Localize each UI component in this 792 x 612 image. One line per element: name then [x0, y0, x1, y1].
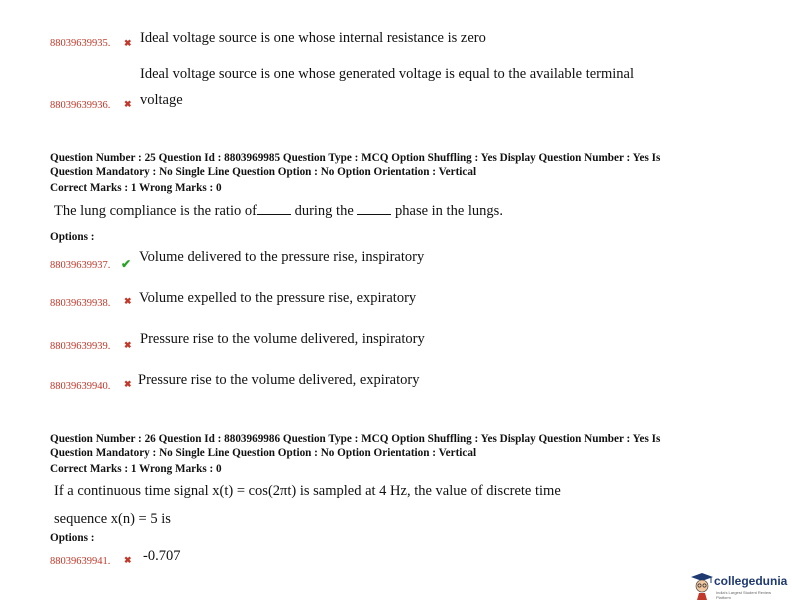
option-text: Ideal voltage source is one whose internal resistance is zero: [140, 30, 486, 46]
option-text: Volume delivered to the pressure rise, inspiratory: [139, 249, 425, 265]
question-meta: Question Mandatory : No Single Line Question Option : No Option Orientation : Vertical: [50, 447, 477, 459]
options-label: Options :: [50, 532, 95, 544]
cross-icon: ✖: [124, 555, 132, 565]
options-label: Options :: [50, 231, 95, 243]
collegedunia-logo: [690, 572, 786, 602]
option-id: 88039639941.: [50, 556, 111, 567]
question-text: [54, 203, 503, 220]
question-text: sequence x(n) = 5 is: [54, 511, 171, 527]
option-id: 88039639937.: [50, 260, 111, 271]
option-id: 88039639940.: [50, 381, 111, 392]
cross-icon: ✖: [124, 340, 132, 350]
question-meta: Question Number : 26 Question Id : 8803969986 Question Type : MCQ Option Shuffling : Yes Display Question Number : Yes Is: [50, 433, 661, 445]
question-meta: Question Mandatory : No Single Line Question Option : No Option Orientation : Vertical: [50, 166, 477, 178]
option-text: Volume expelled to the pressure rise, expiratory: [139, 290, 417, 306]
cross-icon: ✖: [124, 379, 132, 389]
brand-tagline: India's Largest Student Review Platform: [716, 590, 772, 600]
question-marks: Correct Marks : 1 Wrong Marks : 0: [50, 182, 222, 194]
brand-name: collegedunia: [714, 574, 788, 588]
check-icon: ✔: [121, 257, 132, 271]
graduate-mascot-icon: [690, 572, 714, 600]
blank-line: [357, 213, 391, 215]
option-id: 88039639935.: [50, 38, 111, 49]
question-text-part: during the: [290, 203, 358, 219]
question-text: If a continuous time signal x(t) = cos(2πt) is sampled at 4 Hz, the value of discrete time: [54, 483, 561, 499]
question-marks: Correct Marks : 1 Wrong Marks : 0: [50, 463, 222, 475]
question-meta: Question Number : 25 Question Id : 8803969985 Question Type : MCQ Option Shuffling : Yes Display Question Number : Yes Is: [50, 152, 661, 164]
blank-line: [257, 213, 291, 215]
cross-icon: ✖: [124, 296, 132, 306]
question-text-part: The lung compliance is the ratio of: [54, 203, 257, 219]
option-id: 88039639936.: [50, 100, 111, 111]
cross-icon: ✖: [124, 99, 132, 109]
cross-icon: ✖: [124, 38, 132, 48]
option-text: -0.707: [143, 548, 181, 564]
option-text: Ideal voltage source is one whose generated voltage is equal to the available terminal: [140, 66, 635, 82]
question-text-part: phase in the lungs.: [391, 203, 503, 219]
option-id: 88039639938.: [50, 298, 111, 309]
option-text: Pressure rise to the volume delivered, expiratory: [138, 372, 420, 388]
option-text: Pressure rise to the volume delivered, inspiratory: [140, 331, 425, 347]
option-text-continued: voltage: [140, 92, 183, 108]
option-id: 88039639939.: [50, 341, 111, 352]
